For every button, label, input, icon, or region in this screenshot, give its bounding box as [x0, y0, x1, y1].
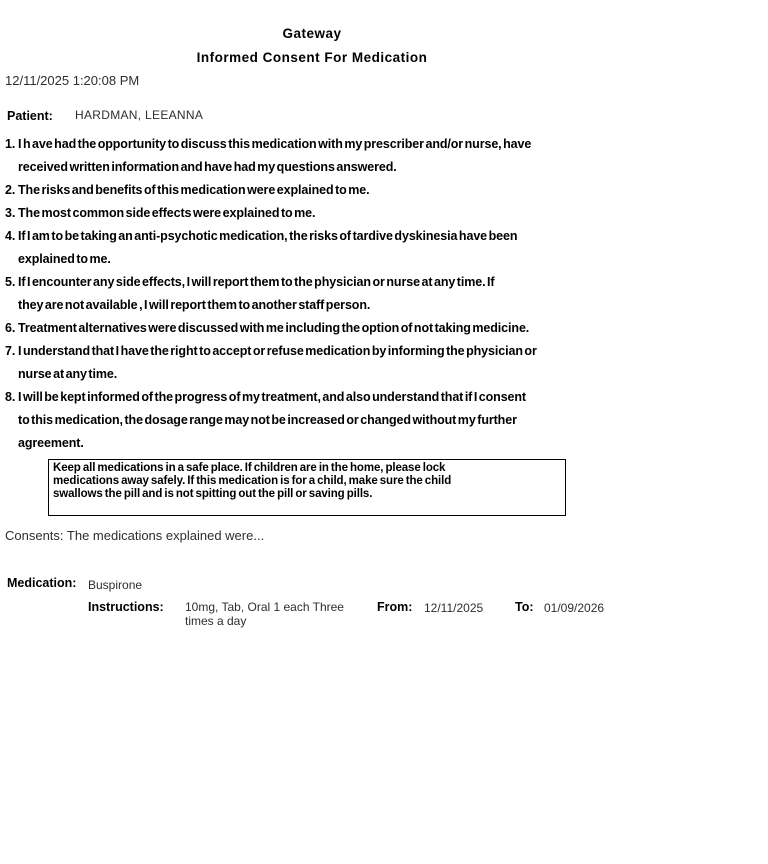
consent-item-1 — [5, 133, 630, 156]
item-text: agreement. — [18, 436, 84, 450]
consent-item-4 — [5, 225, 630, 248]
item-number: 4. — [5, 229, 16, 243]
safety-notice-text: swallows the pill and is not spitting out the pill or saving pills. — [53, 488, 373, 500]
patient-label: Patient: — [7, 109, 53, 123]
safety-notice-text: medications away safely. If this medication is for a child, make sure the child — [53, 475, 452, 487]
consent-item-4-cont — [5, 248, 630, 271]
item-number: 5. — [5, 275, 16, 289]
consent-item-5-cont — [5, 294, 630, 317]
item-text: The risks and benefits of this medication were explained to me. — [18, 183, 370, 197]
item-text: Treatment alternatives were discussed with me including the option of not taking medicine. — [18, 321, 530, 335]
patient-name: HARDMAN, LEEANNA — [75, 108, 204, 122]
to-date: 01/09/2026 — [544, 601, 605, 615]
consent-item-1-cont — [5, 156, 630, 179]
item-text: I will be kept informed of the progress of my treatment, and also understand that if I consent — [18, 390, 526, 404]
item-text: I understand that I have the right to accept or refuse medication by informing the physician or — [18, 344, 537, 358]
document-title: Informed Consent For Medication — [196, 50, 428, 65]
item-text: nurse at any time. — [18, 367, 118, 381]
item-text: If I encounter any side effects, I will report them to the physician or nurse at any time. If — [18, 275, 495, 289]
consent-item-7 — [5, 340, 630, 363]
item-text: they are not available , I will report them to another staff person. — [18, 298, 371, 312]
item-number: 3. — [5, 206, 16, 220]
patient-row — [7, 107, 204, 125]
item-text: received written information and have had my questions answered. — [18, 160, 397, 174]
consents-summary-line: Consents: The medications explained were... — [5, 528, 265, 543]
consent-item-6 — [5, 317, 630, 340]
item-text: The most common side effects were explained to me. — [18, 206, 316, 220]
report-timestamp: 12/11/2025 1:20:08 PM — [5, 73, 140, 88]
item-number: 8. — [5, 390, 16, 404]
item-text: explained to me. — [18, 252, 111, 266]
medication-safety-notice-box — [48, 459, 566, 516]
from-label: From: — [377, 600, 413, 614]
consent-item-3 — [5, 202, 630, 225]
from-date: 12/11/2025 — [424, 601, 484, 615]
consent-item-2 — [5, 179, 630, 202]
item-text: If I am to be taking an anti-psychotic medication, the risks of tardive dyskinesia have been — [18, 229, 518, 243]
to-label: To: — [515, 600, 534, 614]
item-text: I h ave had the opportunity to discuss this medication with my prescriber and/or nurse, have — [18, 137, 532, 151]
medication-label: Medication: — [7, 576, 77, 590]
consent-item-8 — [5, 386, 630, 409]
consent-item-5 — [5, 271, 630, 294]
instructions-value: 10mg, Tab, Oral 1 each Three times a day — [185, 600, 344, 628]
consent-item-7-cont — [5, 363, 630, 386]
consent-item-8-cont — [5, 409, 630, 432]
organization-name: Gateway — [282, 26, 342, 41]
consent-statements-list — [5, 133, 630, 455]
consent-item-8-cont2 — [5, 432, 630, 455]
item-number: 2. — [5, 183, 16, 197]
item-number: 6. — [5, 321, 16, 335]
item-number: 1. — [5, 137, 16, 151]
medication-name: Buspirone — [88, 578, 143, 592]
instructions-label: Instructions: — [88, 600, 164, 614]
item-text: to this medication, the dosage range may not be increased or changed without my further — [18, 413, 517, 427]
item-number: 7. — [5, 344, 16, 358]
safety-notice-text: Keep all medications in a safe place. If children are in the home, please lock — [53, 462, 446, 474]
